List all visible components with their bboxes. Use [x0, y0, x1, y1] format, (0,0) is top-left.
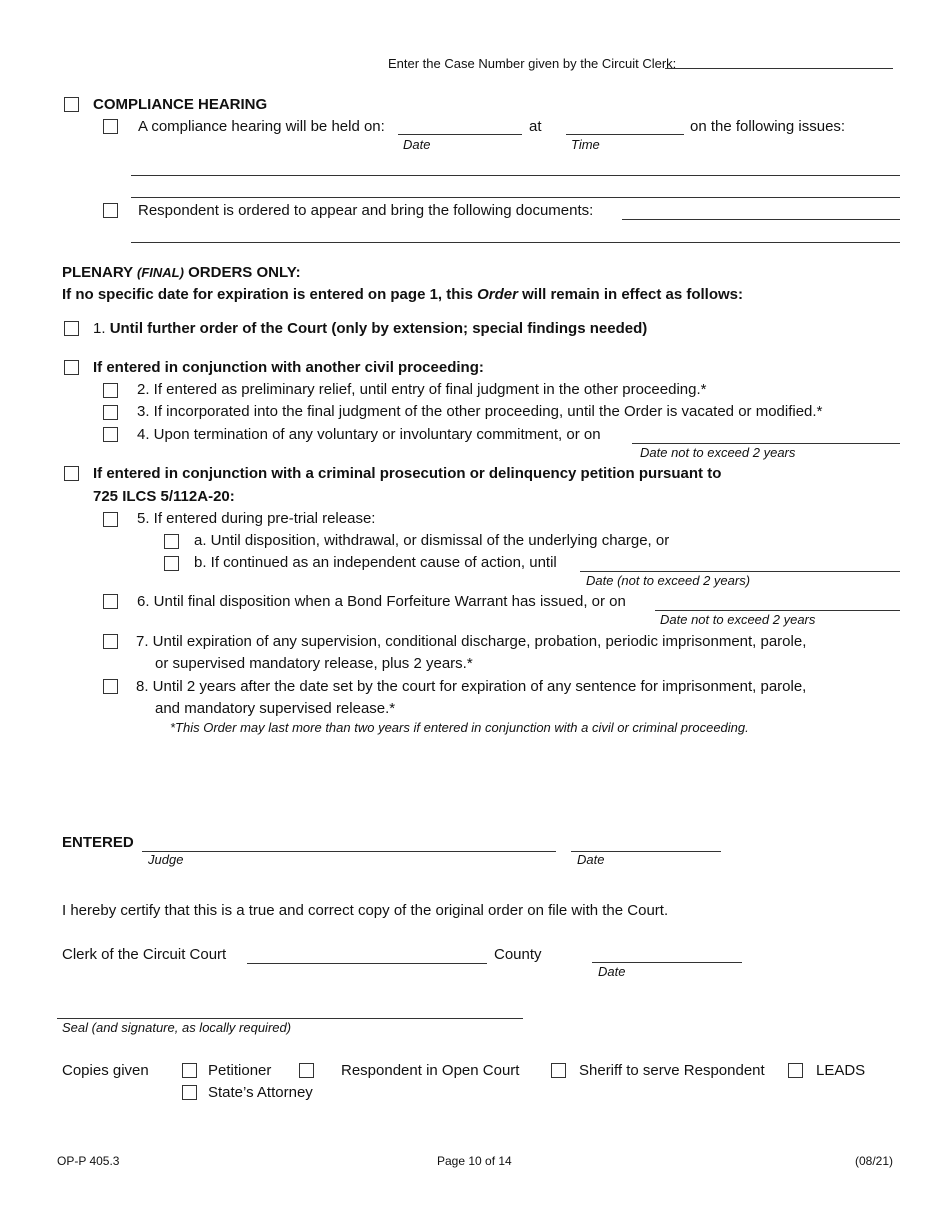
compliance-time-field[interactable]: [566, 134, 684, 135]
compliance-date-caption: Date: [403, 137, 431, 152]
option-8-line-2: and mandatory supervised release.*: [155, 700, 396, 717]
compliance-date-checkbox[interactable]: [103, 119, 118, 134]
option-5b-date-field[interactable]: [580, 571, 900, 572]
option-5-checkbox[interactable]: [103, 512, 118, 527]
option-7-line-2: or supervised mandatory release, plus 2 years.*: [155, 655, 473, 672]
documents-line-2[interactable]: [131, 242, 900, 243]
option-5b-checkbox[interactable]: [164, 556, 179, 571]
certify-date-caption: Date: [598, 964, 626, 979]
case-number-label: Enter the Case Number given by the Circuit Clerk:: [388, 56, 677, 71]
county-label: County: [494, 946, 542, 963]
clerk-label: Clerk of the Circuit Court: [62, 946, 227, 963]
compliance-hearing-checkbox[interactable]: [64, 97, 79, 112]
option-7-checkbox[interactable]: [103, 634, 118, 649]
criminal-heading-line-1: If entered in conjunction with a criminal prosecution or delinquency petition pursuant to: [93, 465, 722, 482]
option-7-line-1: 7. Until expiration of any supervision, conditional discharge, probation, periodic imprisonment, parole,: [136, 633, 807, 650]
option-3-checkbox[interactable]: [103, 405, 118, 420]
plenary-title: PLENARY (FINAL) ORDERS ONLY:: [62, 264, 301, 281]
option-5a-text: a. Until disposition, withdrawal, or dismissal of the underlying charge, or: [194, 532, 670, 549]
form-id: OP-P 405.3: [57, 1154, 120, 1168]
sheriff-label: Sheriff to serve Respondent: [579, 1062, 765, 1079]
compliance-time-caption: Time: [571, 137, 600, 152]
respondent-open-court-label: Respondent in Open Court: [341, 1062, 520, 1079]
issues-line-1[interactable]: [131, 175, 900, 176]
option-6-checkbox[interactable]: [103, 594, 118, 609]
revision-date: (08/21): [855, 1154, 894, 1168]
civil-proceeding-checkbox[interactable]: [64, 360, 79, 375]
documents-checkbox[interactable]: [103, 203, 118, 218]
criminal-heading-line-2: 725 ILCS 5/112A-20:: [93, 488, 235, 505]
compliance-held-on-label: A compliance hearing will be held on:: [138, 118, 385, 135]
states-attorney-label: State’s Attorney: [208, 1084, 313, 1101]
option-5b-text: b. If continued as an independent cause of action, until: [194, 554, 557, 571]
documents-label: Respondent is ordered to appear and bring the following documents:: [138, 202, 594, 219]
option-5-text: 5. If entered during pre-trial release:: [137, 510, 376, 527]
option-6-date-field[interactable]: [655, 610, 900, 611]
compliance-hearing-title: COMPLIANCE HEARING: [93, 96, 268, 113]
issues-line-2[interactable]: [131, 197, 900, 198]
option-4-date-caption: Date not to exceed 2 years: [640, 445, 796, 460]
clerk-county-field[interactable]: [247, 963, 487, 964]
footnote: *This Order may last more than two years if entered in conjunction with a civil or criminal proceeding.: [170, 720, 749, 735]
option-2-checkbox[interactable]: [103, 383, 118, 398]
petitioner-label: Petitioner: [208, 1062, 272, 1079]
option-6-date-caption: Date not to exceed 2 years: [660, 612, 816, 627]
case-number-field[interactable]: [665, 68, 893, 69]
plenary-subtitle: If no specific date for expiration is entered on page 1, this Order will remain in effect as follows:: [62, 286, 744, 303]
option-1-checkbox[interactable]: [64, 321, 79, 336]
states-attorney-checkbox[interactable]: [182, 1085, 197, 1100]
option-5b-date-caption: Date (not to exceed 2 years): [586, 573, 751, 588]
option-8-line-1: 8. Until 2 years after the date set by the court for expiration of any sentence for imprisonment, parole,: [136, 678, 807, 695]
compliance-issues-label: on the following issues:: [690, 118, 846, 135]
compliance-at-label: at: [529, 118, 542, 135]
certify-text: I hereby certify that this is a true and correct copy of the original order on file with the Court.: [62, 902, 669, 919]
option-4-date-field[interactable]: [632, 443, 900, 444]
entered-label: ENTERED: [62, 834, 134, 851]
option-8-checkbox[interactable]: [103, 679, 118, 694]
certify-date-field[interactable]: [592, 962, 742, 963]
option-3-text: 3. If incorporated into the final judgment of the other proceeding, until the Order is vacated or modified.*: [137, 403, 823, 420]
judge-caption: Judge: [148, 852, 184, 867]
option-4-checkbox[interactable]: [103, 427, 118, 442]
option-1-text: 1. Until further order of the Court (only by extension; special findings needed): [93, 320, 648, 337]
judge-signature-field[interactable]: [142, 851, 556, 852]
copies-given-label: Copies given: [62, 1062, 149, 1079]
option-6-text: 6. Until final disposition when a Bond Forfeiture Warrant has issued, or on: [137, 593, 626, 610]
petitioner-checkbox[interactable]: [182, 1063, 197, 1078]
seal-signature-field[interactable]: [57, 1018, 523, 1019]
option-2-text: 2. If entered as preliminary relief, until entry of final judgment in the other proceeding.*: [137, 381, 707, 398]
page-number: Page 10 of 14: [437, 1154, 512, 1168]
option-5a-checkbox[interactable]: [164, 534, 179, 549]
entered-date-caption: Date: [577, 852, 605, 867]
leads-label: LEADS: [816, 1062, 866, 1079]
documents-field[interactable]: [622, 219, 900, 220]
sheriff-checkbox[interactable]: [551, 1063, 566, 1078]
leads-checkbox[interactable]: [788, 1063, 803, 1078]
option-4-text: 4. Upon termination of any voluntary or involuntary commitment, or on: [137, 426, 601, 443]
seal-caption: Seal (and signature, as locally required): [62, 1020, 292, 1035]
compliance-date-field[interactable]: [398, 134, 522, 135]
civil-proceeding-heading: If entered in conjunction with another civil proceeding:: [93, 359, 484, 376]
criminal-proceeding-checkbox[interactable]: [64, 466, 79, 481]
respondent-open-court-checkbox[interactable]: [299, 1063, 314, 1078]
